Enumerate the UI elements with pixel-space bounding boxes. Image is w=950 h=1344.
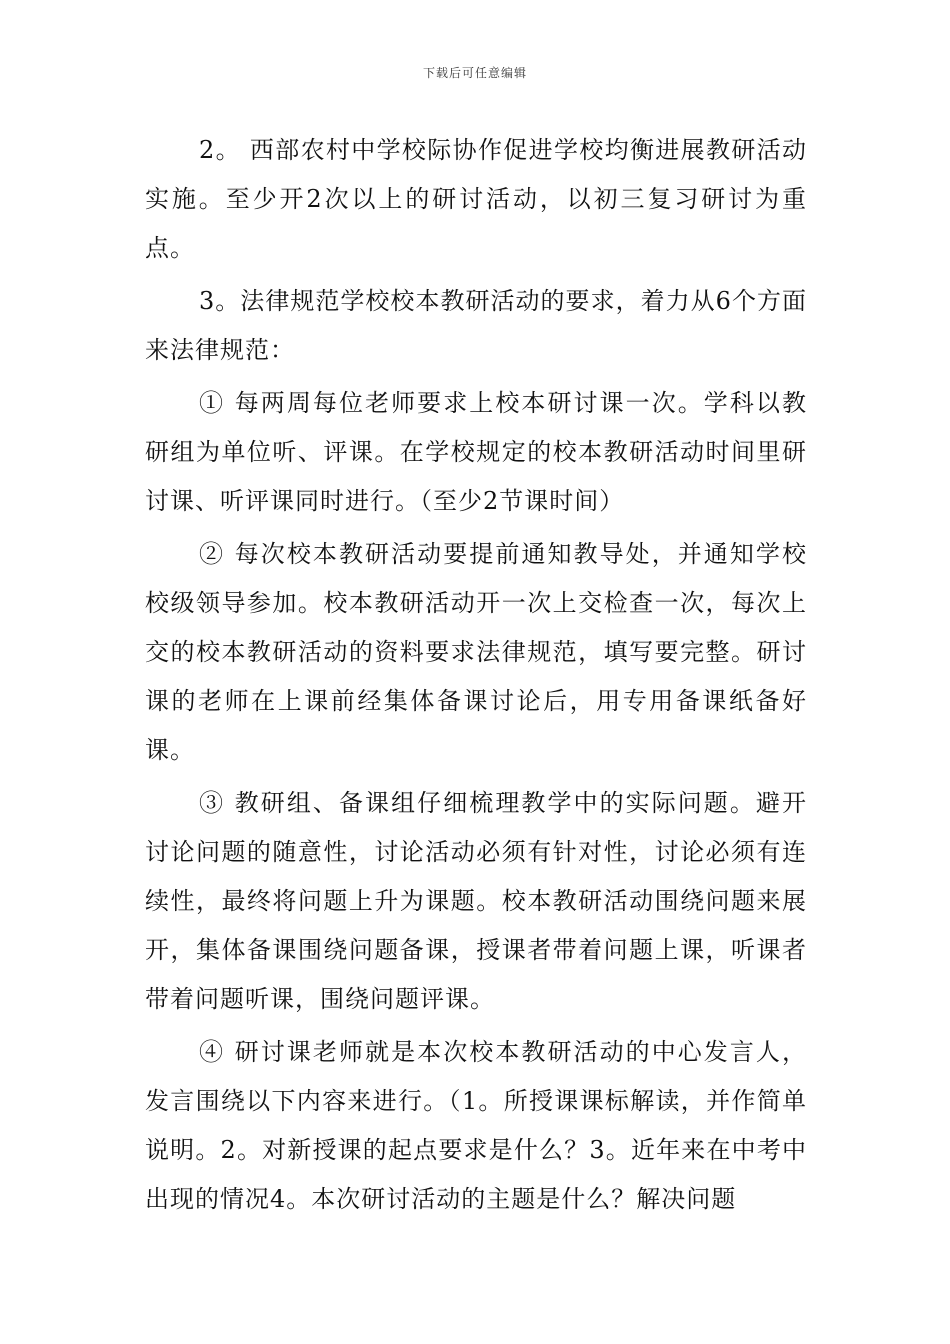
paragraph-sub-item-2: ② 每次校本教研活动要提前通知教导处，并通知学校校级领导参加。校本教研活动开一次上交检查一次，每次上交的校本教研活动的资料要求法律规范，填写要完整。研讨课的老师在上课前经集体备课讨论后，用专用备课纸备好课。 <box>145 540 807 764</box>
document-body <box>145 126 807 1224</box>
paragraph-sub-item-1: ① 每两周每位老师要求上校本研讨课一次。学科以教研组为单位听、评课。在学校规定的校本教研活动时间里研讨课、听评课同时进行。（至少2节课时间） <box>145 389 807 515</box>
paragraph-item-3: 3。法律规范学校校本教研活动的要求，着力从6个方面来法律规范： <box>145 287 807 364</box>
paragraph-item-2: 2。 西部农村中学校际协作促进学校均衡进展教研活动实施。至少开2次以上的研讨活动，以初三复习研讨为重点。 <box>145 136 807 262</box>
page-header: 下载后可任意编辑 <box>422 66 527 80</box>
paragraph-sub-item-3: ③ 教研组、备课组仔细梳理教学中的实际问题。避开讨论问题的随意性，讨论活动必须有针对性，讨论必须有连续性，最终将问题上升为课题。校本教研活动围绕问题来展开，集体备课围绕问题备课，授课者带着问题上课，听课者带着问题听课，围绕问题评课。 <box>145 789 807 1013</box>
paragraph-sub-item-4: ④ 研讨课老师就是本次校本教研活动的中心发言人，发言围绕以下内容来进行。（1。所授课课标解读，并作简单说明。2。对新授课的起点要求是什么？3。近年来在中考中出现的情况4。本次研讨活动的主题是什么？解决问题 <box>145 1038 807 1213</box>
